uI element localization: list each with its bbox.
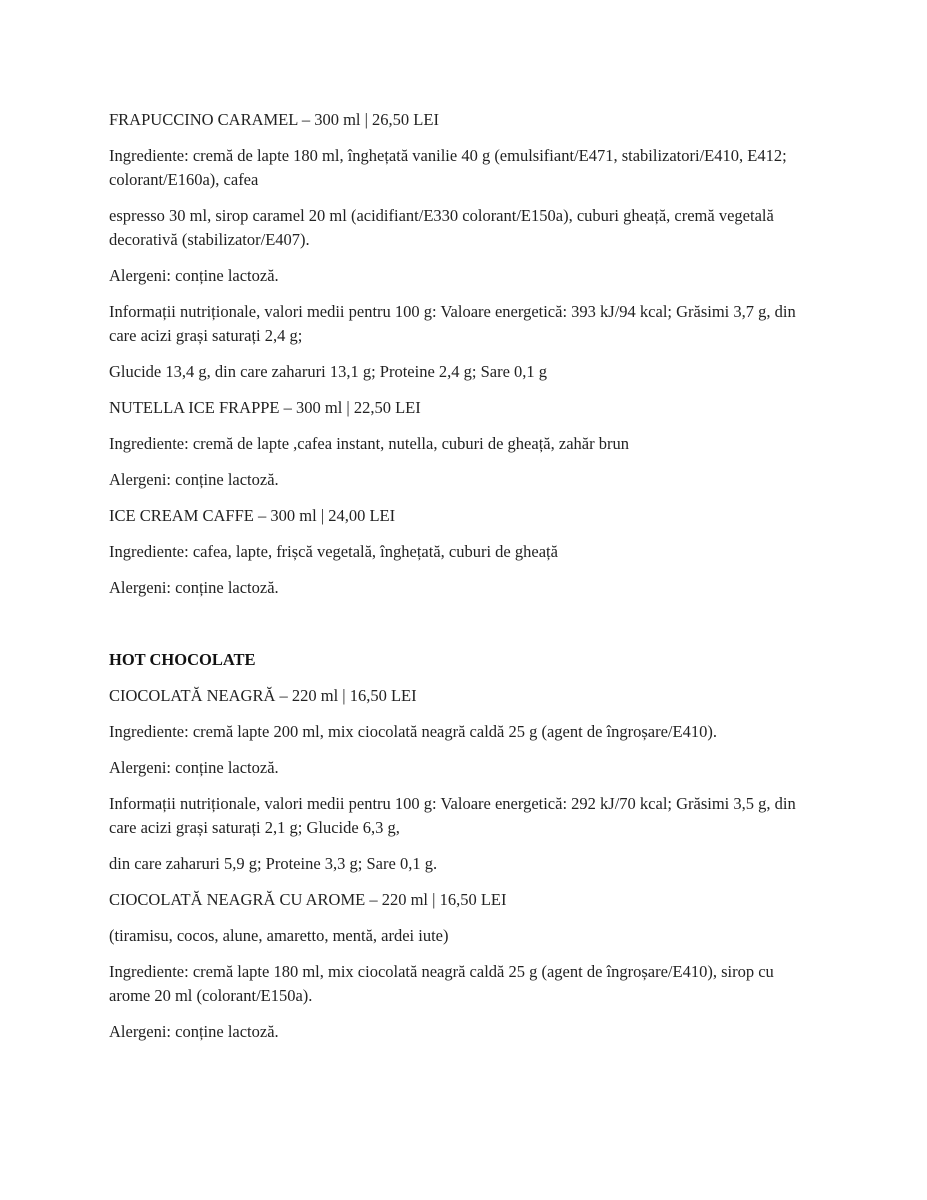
ciocolata-neagra-nutrition-1: Informații nutriționale, valori medii pentru 100 g: Valoare energetică: 292 kJ/70 kcal; Grăsimi 3,5 g, din care acizi grași saturați 2,1 g; Glucide 6,3 g, [109,794,796,837]
ciocolata-neagra-ingredients: Ingrediente: cremă lapte 200 ml, mix ciocolată neagră caldă 25 g (agent de îngroșare/E410). [109,722,717,741]
nutella-title: NUTELLA ICE FRAPPE – 300 ml | 22,50 LEI [109,398,421,417]
ice-cream-caffe-title: ICE CREAM CAFFE – 300 ml | 24,00 LEI [109,506,396,525]
ciocolata-neagra-title: CIOCOLATĂ NEAGRĂ – 220 ml | 16,50 LEI [109,686,417,705]
ciocolata-neagra-allergens: Alergeni: conține lactoză. [109,758,279,777]
ciocolata-neagra-nutrition-2: din care zaharuri 5,9 g; Proteine 3,3 g; Sare 0,1 g. [109,854,438,873]
frapuccino-nutrition-2: Glucide 13,4 g, din care zaharuri 13,1 g; Proteine 2,4 g; Sare 0,1 g [109,362,548,381]
ciocolata-arome-ingredients: Ingrediente: cremă lapte 180 ml, mix ciocolată neagră caldă 25 g (agent de îngroșare/E410), sirop cu arome 20 ml (colorant/E150a). [109,962,774,1005]
nutella-ingredients: Ingrediente: cremă de lapte ,cafea instant, nutella, cuburi de gheață, zahăr brun [109,434,629,453]
ice-cream-caffe-ingredients: Ingrediente: cafea, lapte, frișcă vegetală, înghețată, cuburi de gheață [109,542,558,561]
frapuccino-title: FRAPUCCINO CARAMEL – 300 ml | 26,50 LEI [109,110,439,129]
ciocolata-arome-allergens: Alergeni: conține lactoză. [109,1022,279,1041]
ciocolata-arome-flavors: (tiramisu, cocos, alune, amaretto, mentă, ardei iute) [109,926,449,945]
frapuccino-ingredients-1: Ingrediente: cremă de lapte 180 ml, înghețată vanilie 40 g (emulsifiant/E471, stabilizatori/E410, E412; colorant/E160a), cafea [109,146,787,189]
frapuccino-allergens: Alergeni: conține lactoză. [109,266,279,285]
section-spacer [109,612,809,648]
hot-chocolate-heading: HOT CHOCOLATE [109,650,256,669]
frapuccino-nutrition-1: Informații nutriționale, valori medii pentru 100 g: Valoare energetică: 393 kJ/94 kcal; Grăsimi 3,7 g, din care acizi grași saturați 2,4 g; [109,302,796,345]
nutella-allergens: Alergeni: conține lactoză. [109,470,279,489]
frapuccino-ingredients-2: espresso 30 ml, sirop caramel 20 ml (acidifiant/E330 colorant/E150a), cuburi gheață, cremă vegetală decorativă (stabilizator/E407). [109,206,774,249]
ice-cream-caffe-allergens: Alergeni: conține lactoză. [109,578,279,597]
document-page [109,108,809,1056]
ciocolata-arome-title: CIOCOLATĂ NEAGRĂ CU AROME – 220 ml | 16,50 LEI [109,890,507,909]
